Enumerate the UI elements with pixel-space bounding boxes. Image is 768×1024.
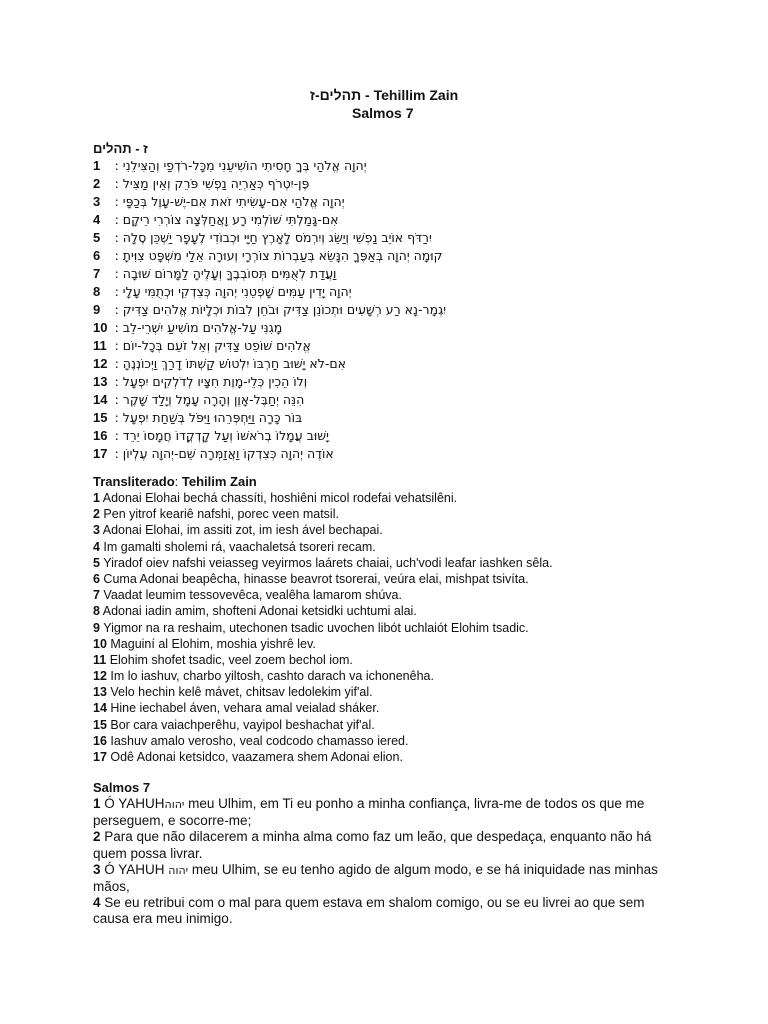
hebrew-verse [93, 211, 653, 229]
verse-number: 13 [93, 685, 107, 700]
hebrew-verse-text: אוֹדֶה יְהוָה כְּצִדְקוֹ וַאֲזַמְּרָה שֵׁם-יְהוָה עֶלְיוֹן : [114, 446, 334, 461]
hebrew-verse-text: יְהוָה אֱלֹהַי בְּךָ חָסִיתִי הוֹשִׁיעֵנִי מִכָּל-רֹדְפַי וְהַצִּילֵנִי : [114, 158, 367, 173]
hebrew-heading-letter: ז [143, 141, 148, 156]
transliteration-verse-text: Maguiní al Elohim, moshia yishrê lev. [106, 636, 316, 651]
hebrew-verse-text: הִנֵּה יְחַבֶּל-אָוֶן וְהָרָה עָמָל וְיָלַד שָׁקֶר : [114, 392, 305, 407]
hebrew-verse [93, 301, 653, 319]
transliteration-verse-text: Odê Adonai ketsidco, vaazamera shem Adonai elion. [106, 750, 403, 764]
hebrew-verse-text: פֶּן-יִטְרֹף כְּאַרְיֵה נַפְשִׁי פֹּרֵק וְאֵין מַצִּיל : [114, 176, 310, 191]
portuguese-verse [93, 862, 673, 895]
portuguese-verse-text-cont: meu Ulhim, em Ti eu ponho a minha confiança, livra-me de todos os que me perseguem, e socorre-me; [93, 796, 645, 829]
hebrew-section-heading [93, 141, 148, 156]
hebrew-verse-text: יְהוָה יָדִין עַמִּים שָׁפְטֵנִי יְהוָה כְּצִדְקִי וּכְתֻמִּי עָלָי : [114, 284, 352, 299]
verse-number: 1 [93, 796, 101, 811]
transliteration-verse [93, 684, 693, 700]
transliteration-verse [93, 490, 693, 506]
portuguese-verse-text-cont: meu Ulhim, se eu tenho agido de algum modo, e se há iniquidade nas minhas mãos, [93, 861, 658, 895]
verse-number: 1 [93, 491, 100, 505]
hebrew-heading-separator: - [131, 141, 144, 156]
verse-number: 8 [93, 604, 100, 619]
hebrew-verse-text: וַעֲדַת לְאֻמִּים תְּסוֹבְבֶךָּ וְעָלֶיהָ לַמָּרוֹם שׁוּבָה : [114, 266, 337, 281]
transliteration-verse [93, 522, 693, 538]
verse-number: 7 [93, 588, 100, 603]
hebrew-verse [93, 157, 653, 175]
transliteration-verse [93, 587, 693, 603]
transliteration-verse [93, 668, 693, 684]
transliteration-verse [93, 555, 693, 571]
hebrew-verse-text: וְלוֹ הֵכִין כְּלֵי-מָוֶת חִצָּיו לְדֹלְקִים יִפְעָל : [114, 374, 308, 389]
verse-number: 12 [93, 356, 108, 371]
verse-number: 13 [93, 374, 108, 389]
transliteration-verse [93, 571, 693, 587]
verse-number: 17 [93, 446, 108, 461]
verse-number: 5 [93, 230, 101, 245]
verse-number: 3 [93, 194, 101, 209]
verse-number: 7 [93, 266, 101, 281]
verse-number: 4 [93, 895, 101, 911]
hebrew-verse-list [93, 157, 653, 463]
verse-number: 11 [93, 652, 107, 667]
portuguese-verse-list [93, 796, 673, 928]
transliteration-verse-text: Im lo iashuv, charbo yiltosh, cashto darach va ichonenêha. [106, 669, 434, 684]
verse-number: 14 [93, 392, 108, 407]
transliteration-verse-text: Im gamalti sholemi rá, vaachaletsá tsoreri recam. [99, 539, 376, 554]
verse-number: 6 [93, 571, 100, 586]
transliteration-verse-text: Adonai Elohai, im assiti zot, im iesh ável bechapai. [99, 523, 383, 538]
transliteration-verse-text: Hine iechabel áven, vehara amal veialad sháker. [106, 701, 380, 716]
transliteration-verse-text: Yiradof oiev nafshi veiasseg veyirmos laárets chaiai, uch'vodi leafar iashken sêla. [99, 555, 553, 570]
hebrew-verse [93, 283, 653, 301]
verse-number: 17 [93, 750, 107, 764]
verse-number: 11 [93, 338, 107, 353]
portuguese-verse-text: Para que não dilacerem a minha alma como faz um leão, que despedaça, enquanto não há quem possa livrar. [93, 829, 652, 861]
title-separator: - [361, 87, 374, 103]
hebrew-verse [93, 175, 653, 193]
transliteration-verse-text: Adonai iadin amim, shofteni Adonai ketsidki uchtumi alai. [99, 604, 417, 619]
hebrew-verse-text: קוּמָה יְהוָה בְּאַפֶּךָ הִנָּשֵׂא בְּעַבְרוֹת צוֹרְרָי וְעוּרָה אֵלַי מִשְׁפָּט צִוִּיתָ : [114, 248, 443, 263]
hebrew-verse [93, 229, 653, 247]
hebrew-verse [93, 193, 653, 211]
verse-number: 10 [93, 320, 108, 335]
transliteration-verse [93, 700, 693, 716]
verse-number: 14 [93, 701, 107, 716]
divine-name-hebrew: יהוה [168, 863, 189, 877]
hebrew-verse-text: מָגִנִּי עַל-אֱלֹהִים מוֹשִׁיעַ יִשְׁרֵי-לֵב : [114, 320, 283, 335]
divine-name-hebrew: יהוה [164, 798, 185, 811]
hebrew-verse-text: בּוֹר כָּרָה וַיַּחְפְּרֵהוּ וַיִּפֹּל בְּשַׁחַת יִפְעָל : [114, 410, 303, 425]
transliteration-verse [93, 506, 693, 522]
verse-number: 16 [93, 733, 107, 748]
transliteration-heading [93, 474, 257, 489]
transliteration-verse [93, 717, 693, 733]
verse-number: 2 [93, 507, 100, 522]
hebrew-verse [93, 337, 653, 355]
transliteration-verse-text: Bor cara vaiachperêhu, vayipol beshachat yif'al. [106, 717, 375, 732]
transliteration-verse-text: Yigmor na ra reshaim, utechonen tsadic uvochen libót uchlaiót Elohim tsadic. [99, 620, 529, 635]
portuguese-verse-text: Se eu retribui com o mal para quem estava em shalom comigo, ou se eu livrei ao que sem causa era meu inimigo. [93, 895, 645, 927]
title-hebrew: תהלים-ז [309, 87, 362, 103]
verse-number: 12 [93, 669, 107, 684]
page-title [0, 87, 768, 103]
hebrew-verse [93, 427, 653, 445]
transliteration-label: Transliterado [93, 474, 175, 489]
verse-number: 6 [93, 248, 101, 263]
hebrew-verse [93, 265, 653, 283]
verse-number: 15 [93, 717, 107, 732]
transliteration-verse [93, 652, 693, 668]
transliteration-verse [93, 636, 693, 652]
transliteration-verse-text: Cuma Adonai beapêcha, hinasse beavrot tsorerai, veúra elai, mishpat tsivíta. [99, 571, 529, 586]
hebrew-heading-word: תהלים [93, 141, 132, 156]
verse-number: 9 [93, 620, 100, 635]
hebrew-verse-text: אִם-גָּמַלְתִּי שׁוֹלְמִי רָע וָאֲחַלְּצָה צוֹרְרִי רֵיקָם : [114, 212, 339, 227]
transliteration-verse [93, 620, 693, 636]
verse-number: 5 [93, 555, 100, 570]
hebrew-verse-text: יִרַדֹּף אוֹיֵב נַפְשִׁי וְיַשֵּׂג וְיִרְמֹס לָאָרֶץ חַיָּי וּכְבוֹדִי לֶעָפָר יַשְׁכֵּן סֶלָה : [114, 230, 432, 245]
hebrew-verse-text: יִגְמָר-נָא רַע רְשָׁעִים וּתְכוֹנֵן צַדִּיק וּבֹחֵן לִבּוֹת וּכְלָיוֹת אֱלֹהִים צַדִּיק : [114, 302, 447, 317]
hebrew-verse-text: אֱלֹהִים שׁוֹפֵט צַדִּיק וְאֵל זֹעֵם בְּכָל-יוֹם : [114, 338, 311, 353]
verse-number: 3 [93, 523, 100, 538]
hebrew-verse-text: יָשׁוּב עֲמָלוֹ בְרֹאשׁוֹ וְעַל קָדְקֳדוֹ חֲמָסוֹ יֵרֵד : [114, 428, 329, 443]
hebrew-verse [93, 391, 653, 409]
transliteration-verse-text: Pen yitrof keariê nafshi, porec veen matsil. [99, 507, 339, 522]
transliteration-verse [93, 539, 693, 555]
verse-number: 4 [93, 539, 100, 554]
hebrew-verse [93, 247, 653, 265]
portuguese-verse [93, 895, 673, 927]
portuguese-verse-text: Ó YAHUH [100, 861, 169, 877]
transliteration-verse-text: Adonai Elohai bechá chassíti, hoshiêni micol rodefai vehatsilêni. [99, 491, 458, 505]
verse-number: 2 [93, 176, 101, 191]
transliteration-verse-text: Elohim shofet tsadic, veel zoem bechol iom. [106, 652, 353, 667]
portuguese-heading: Salmos 7 [93, 780, 151, 795]
transliteration-verse [93, 749, 693, 765]
hebrew-verse [93, 319, 653, 337]
transliteration-verse-text: Iashuv amalo verosho, veal codcodo chamasso iered. [106, 733, 409, 748]
verse-number: 10 [93, 636, 107, 651]
verse-number: 9 [93, 302, 101, 317]
title-latin: Tehillim Zain [373, 87, 459, 103]
hebrew-verse-text: יְהוָה אֱלֹהַי אִם-עָשִׂיתִי זֹאת אִם-יֶשׁ-עָוֶל בְּכַפָּי : [114, 194, 345, 209]
transliteration-verse-text: Velo hechin kelê mávet, chitsav ledolekim yif'al. [106, 685, 373, 700]
verse-number: 15 [93, 410, 108, 425]
hebrew-verse [93, 373, 653, 391]
transliteration-verse [93, 603, 693, 619]
portuguese-verse-text: Ó YAHUH [100, 796, 165, 811]
transliteration-verse-text: Vaadat leumim tessovevêca, vealêha lamarom shúva. [99, 588, 402, 603]
hebrew-verse [93, 355, 653, 373]
verse-number: 1 [93, 158, 101, 173]
verse-number: 8 [93, 284, 101, 299]
portuguese-verse [93, 796, 673, 829]
hebrew-verse [93, 409, 653, 427]
verse-number: 2 [93, 829, 101, 845]
verse-number: 4 [93, 212, 101, 227]
hebrew-verse-text: אִם-לֹא יָשׁוּב חַרְבּוֹ יִלְטוֹשׁ קַשְׁתּוֹ דָרַךְ וַיְכוֹנְנֶהָ : [114, 356, 347, 371]
verse-number: 16 [93, 428, 108, 443]
verse-number: 3 [93, 861, 101, 877]
transliteration-colon: : [174, 474, 182, 489]
transliteration-title: Tehilim Zain [181, 474, 257, 489]
transliteration-verse-list [93, 490, 693, 765]
portuguese-verse [93, 829, 673, 861]
hebrew-verse [93, 445, 653, 463]
transliteration-verse [93, 733, 693, 749]
page-subtitle: Salmos 7 [352, 105, 414, 121]
